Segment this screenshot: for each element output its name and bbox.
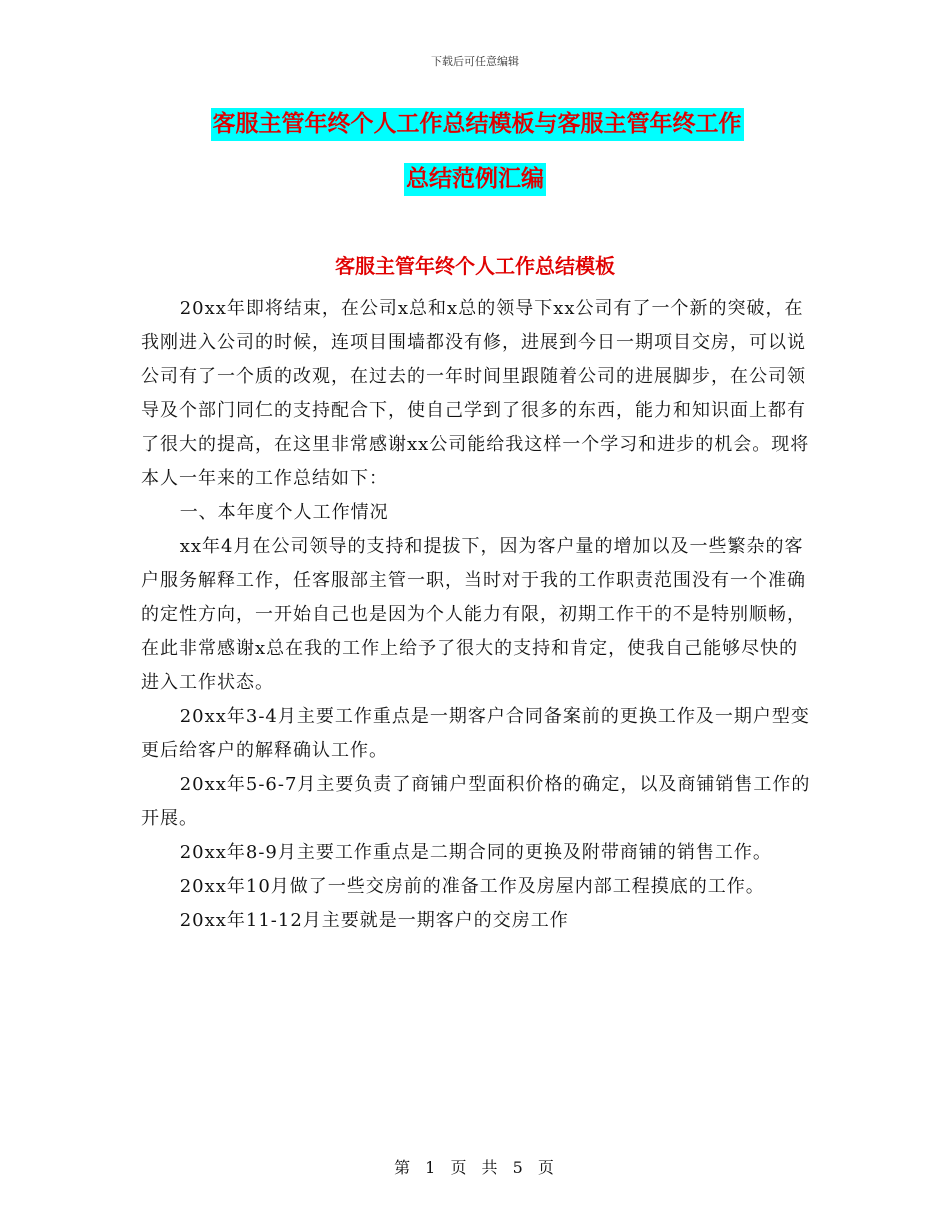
paragraph-appointment: xx年4月在公司领导的支持和提拔下，因为客户量的增加以及一些繁杂的客户服务解释工作，任客服部主管一职，当时对于我的工作职责范围没有一个准确的定性方向，一开始自己也是因为个人能力有限，初期工作干的不是特别顺畅，在此非常感谢x总在我的工作上给予了很大的支持和肯定，使我自己能够尽快的进入工作状态。	[141, 536, 806, 693]
header-note: 下载后可任意编辑	[431, 55, 519, 68]
paragraph-intro: 20xx年即将结束，在公司x总和x总的领导下xx公司有了一个新的突破，在我刚进入公司的时候，连项目围墙都没有修，进展到今日一期项目交房，可以说公司有了一个质的改观，在过去的一年时间里跟随着公司的进展脚步，在公司领导及个部门同仁的支持配合下，使自己学到了很多的东西，能力和知识面上都有了很大的提高，在这里非常感谢xx公司能给我这样一个学习和进步的机会。现将本人一年来的工作总结如下：	[141, 298, 810, 489]
section-title: 客服主管年终个人工作总结模板	[335, 254, 615, 278]
paragraph-may-jul: 20xx年5-6-7月主要负责了商铺户型面积价格的确定，以及商铺销售工作的开展。	[141, 774, 811, 829]
paragraph-mar-apr: 20xx年3-4月主要工作重点是一期客户合同备案前的更换工作及一期户型变更后给客户的解释确认工作。	[141, 706, 810, 761]
document-body	[141, 292, 811, 938]
paragraph-heading-1: 一、本年度个人工作情况	[179, 502, 389, 523]
page-footer: 第 1 页 共 5 页	[394, 1158, 556, 1177]
main-title-line-1: 客服主管年终个人工作总结模板与客服主管年终工作	[211, 108, 744, 141]
paragraph-aug-sep: 20xx年8-9月主要工作重点是二期合同的更换及附带商铺的销售工作。	[179, 842, 772, 863]
paragraph-nov-dec: 20xx年11-12月主要就是一期客户的交房工作	[179, 910, 569, 931]
main-title-line-2: 总结范例汇编	[404, 163, 546, 196]
main-title	[0, 108, 950, 196]
paragraph-oct: 20xx年10月做了一些交房前的准备工作及房屋内部工程摸底的工作。	[179, 876, 765, 897]
